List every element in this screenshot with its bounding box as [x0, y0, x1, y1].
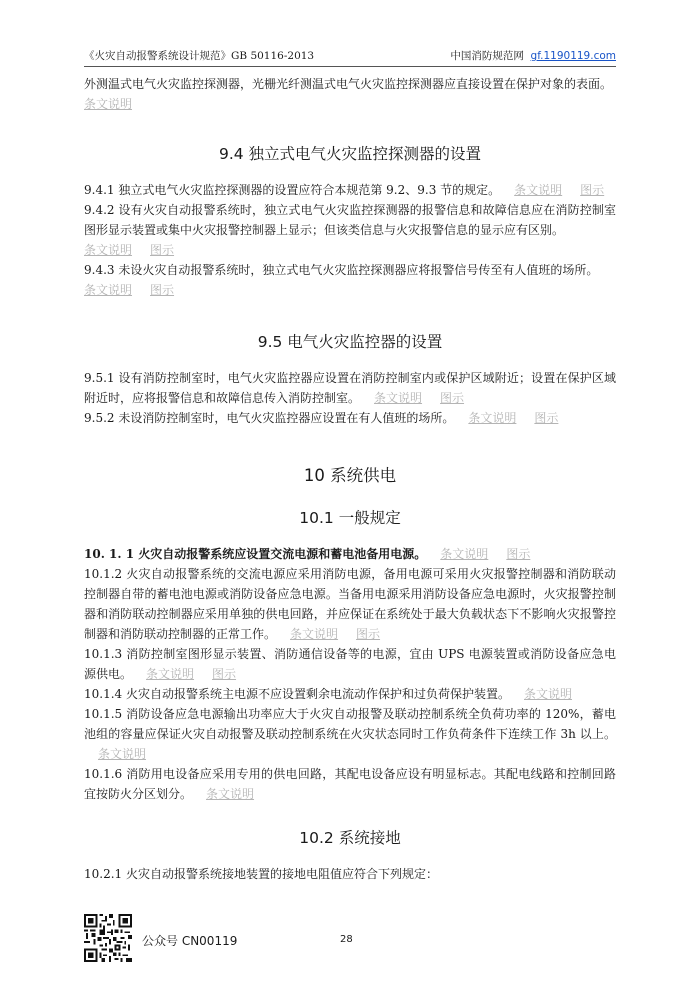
explain-link[interactable]: 条文说明	[514, 183, 563, 197]
clause-9-5-2	[84, 408, 616, 428]
clause-10-1-4	[84, 684, 616, 704]
clause-10-1-1	[84, 544, 616, 564]
clause-text: 9.4.3 未设火灾自动报警系统时，独立式电气火灾监控探测器应将报警信号传至有人值班的场所。	[84, 263, 599, 277]
explain-link[interactable]: 条文说明	[98, 747, 147, 761]
explain-link[interactable]: 条文说明	[440, 547, 489, 561]
clause-text: 10.1.2 火灾自动报警系统的交流电源应采用消防电源，备用电源可采用火灾报警控制器和消防联动控制器自带的蓄电池电源或消防设备应急电源。当备用电源采用消防设备应急电源时，火灾报警控制器和消防联动控制器应采用单独的供电回路，并应保证在系统处于最大负载状态下不影响火灾报警控制器和消防联动控制器的正常工作。	[84, 567, 616, 641]
header-site	[450, 49, 616, 63]
explain-link[interactable]: 条文说明	[524, 687, 573, 701]
clause-text: 9.4.2 设有火灾自动报警系统时，独立式电气火灾监控探测器的报警信息和故障信息应在消防控制室图形显示装置或集中火灾报警控制器上显示；但该类信息与火灾报警信息的显示应有区别。	[84, 203, 616, 237]
section-9-4-title: 9.4 独立式电气火灾监控探测器的设置	[218, 145, 482, 163]
figure-link[interactable]: 图示	[212, 667, 237, 681]
clause-text: 10. 1. 1 火灾自动报警系统应设置交流电源和蓄电池备用电源。	[84, 547, 427, 561]
section-10-2-title: 10.2 系统接地	[299, 829, 401, 847]
explain-link[interactable]: 条文说明	[468, 411, 517, 425]
explain-link[interactable]: 条文说明	[374, 391, 423, 405]
explain-link[interactable]: 条文说明	[146, 667, 195, 681]
clause-10-1-3	[84, 644, 616, 684]
header-site-link[interactable]: gf.1190119.com	[530, 50, 616, 62]
page-content	[84, 74, 616, 884]
wechat-account: 公众号 CN00119	[142, 934, 238, 948]
clause-text: 9.5.2 未设消防控制室时，电气火灾监控器应设置在有人值班的场所。	[84, 411, 455, 425]
figure-link[interactable]: 图示	[150, 283, 175, 297]
clause-9-4-1	[84, 180, 616, 200]
figure-link[interactable]: 图示	[356, 627, 381, 641]
clause-text: 9.4.1 独立式电气火灾监控探测器的设置应符合本规范第 9.2、9.3 节的规定。	[84, 183, 501, 197]
clause-10-1-5	[84, 704, 616, 764]
figure-link[interactable]: 图示	[580, 183, 605, 197]
header-site-name: 中国消防规范网	[450, 50, 524, 62]
clause-9-5-1	[84, 368, 616, 408]
section-9-5-title: 9.5 电气火灾监控器的设置	[257, 333, 443, 351]
explain-link[interactable]: 条文说明	[84, 97, 133, 111]
clause-text: 10.1.5 消防设备应急电源输出功率应大于火灾自动报警及联动控制系统全负荷功率的 120%，蓄电池组的容量应保证火灾自动报警及联动控制系统在火灾状态同时工作负荷条件下连续工作 3h 以上。	[84, 707, 616, 741]
clause-10-1-6	[84, 764, 616, 804]
page-footer	[84, 914, 616, 964]
figure-link[interactable]: 图示	[534, 411, 559, 425]
clause-text: 10.1.3 消防控制室图形显示装置、消防通信设备等的电源，宜由 UPS 电源装置或消防设备应急电源供电。	[84, 647, 616, 681]
clause-10-2-1	[84, 864, 616, 884]
figure-link[interactable]: 图示	[506, 547, 531, 561]
paragraph-9-3-cont	[84, 74, 616, 114]
page-number: 28	[340, 934, 353, 945]
section-10-1-title: 10.1 一般规定	[299, 509, 401, 527]
paragraph-text: 外测温式电气火灾监控探测器，光栅光纤测温式电气火灾监控探测器应直接设置在保护对象的表面。	[84, 77, 613, 91]
figure-link[interactable]: 图示	[150, 243, 175, 257]
clause-9-4-2	[84, 200, 616, 260]
clause-10-1-2	[84, 564, 616, 644]
explain-link[interactable]: 条文说明	[84, 243, 133, 257]
explain-link[interactable]: 条文说明	[206, 787, 255, 801]
explain-link[interactable]: 条文说明	[290, 627, 339, 641]
clause-text: 10.1.4 火灾自动报警系统主电源不应设置剩余电流动作保护和过负荷保护装置。	[84, 687, 510, 701]
qr-code-icon	[84, 914, 132, 962]
clause-text: 9.5.1 设有消防控制室时，电气火灾监控器应设置在消防控制室内或保护区域附近；设置在保护区域附近时，应将报警信息和故障信息传入消防控制室。	[84, 371, 616, 405]
explain-link[interactable]: 条文说明	[84, 283, 133, 297]
clause-text: 10.1.6 消防用电设备应采用专用的供电回路，其配电设备应设有明显标志。其配电线路和控制回路宜按防火分区划分。	[84, 767, 616, 801]
clause-9-4-3	[84, 260, 616, 300]
header-title: 《火灾自动报警系统设计规范》GB 50116-2013	[84, 50, 315, 62]
chapter-10-title: 10 系统供电	[303, 466, 397, 485]
page-header	[84, 49, 616, 67]
clause-text: 10.2.1 火灾自动报警系统接地装置的接地电阻值应符合下列规定：	[84, 867, 438, 881]
figure-link[interactable]: 图示	[440, 391, 465, 405]
